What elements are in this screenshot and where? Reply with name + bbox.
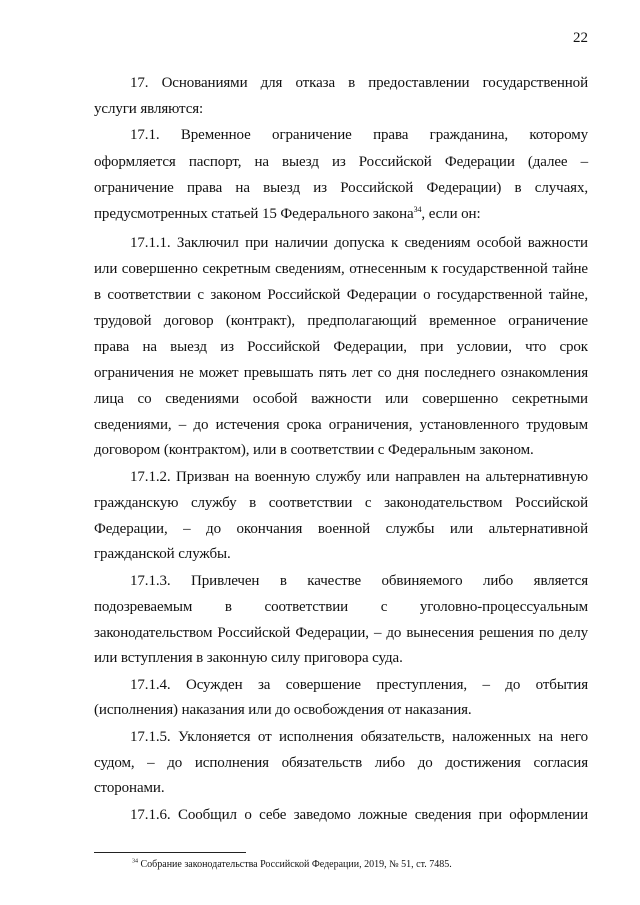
footnote-divider: [94, 852, 246, 853]
text-line: ограничение права на выезд из Российской Федерации) в случаях,: [94, 180, 588, 196]
text-line: [94, 204, 588, 224]
text-line-tail: , если он:: [421, 206, 481, 222]
page-number: 22: [573, 30, 588, 46]
text-line-body: предусмотренных статьей 15 Федерального закона: [94, 206, 414, 222]
text-line: Федерации, – до окончания военной службы или альтернативной: [94, 521, 588, 537]
text-line: подозреваемым в соответствии с уголовно-процессуальным: [94, 599, 588, 615]
text-line: 17.1.2. Призван на военную службу или направлен на альтернативную: [130, 469, 588, 485]
text-line: 17.1. Временное ограничение права гражданина, которому: [130, 127, 588, 143]
text-line: (исполнения) наказания или до освобождения от наказания.: [94, 702, 472, 718]
text-line: права на выезд из Российской Федерации, при условии, что срок: [94, 339, 588, 355]
footnote: [132, 858, 452, 872]
text-line: судом, – до исполнения обязательств либо до достижения согласия: [94, 755, 588, 771]
text-line: гражданской службы.: [94, 546, 231, 562]
text-line: 17.1.3. Привлечен в качестве обвиняемого либо является: [130, 573, 588, 589]
footnote-text: Собрание законодательства Российской Федерации, 2019, № 51, ст. 7485.: [140, 859, 452, 870]
text-line: трудовой договор (контракт), предполагающий временное ограничение: [94, 313, 588, 329]
text-line: гражданскую службу в соответствии с законодательством Российской: [94, 495, 588, 511]
footnote-mark: 34: [132, 858, 138, 865]
text-line: в соответствии с законом Российской Федерации о государственной тайне,: [94, 287, 588, 303]
text-line: услуги являются:: [94, 101, 204, 117]
text-line: или совершенно секретным сведениям, отнесенным к государственной тайне: [94, 261, 588, 277]
text-line: или вступления в законную силу приговора суда.: [94, 650, 403, 666]
text-line: 17.1.1. Заключил при наличии допуска к сведениям особой важности: [130, 235, 588, 251]
text-line: 17.1.6. Сообщил о себе заведомо ложные сведения при оформлении: [130, 807, 588, 823]
text-line: 17. Основаниями для отказа в предоставлении государственной: [130, 75, 588, 91]
text-line: 17.1.5. Уклоняется от исполнения обязательств, наложенных на него: [130, 729, 588, 745]
text-line: 17.1.4. Осужден за совершение преступления, – до отбытия: [130, 677, 588, 693]
footnote-reference: 34: [413, 205, 422, 214]
text-line: договором (контрактом), или в соответствии с Федеральным законом.: [94, 442, 534, 458]
text-line: лица со сведениями особой важности или совершенно секретными: [94, 391, 588, 407]
text-line: ограничения не может превышать пять лет со дня последнего ознакомления: [94, 365, 588, 381]
text-line: законодательством Российской Федерации, – до вынесения решения по делу: [94, 625, 588, 641]
text-line: сведениями, – до истечения срока ограничения, установленного трудовым: [94, 417, 588, 433]
text-line: оформляется паспорт, на выезд из Российской Федерации (далее –: [94, 154, 588, 170]
text-line: сторонами.: [94, 780, 165, 796]
